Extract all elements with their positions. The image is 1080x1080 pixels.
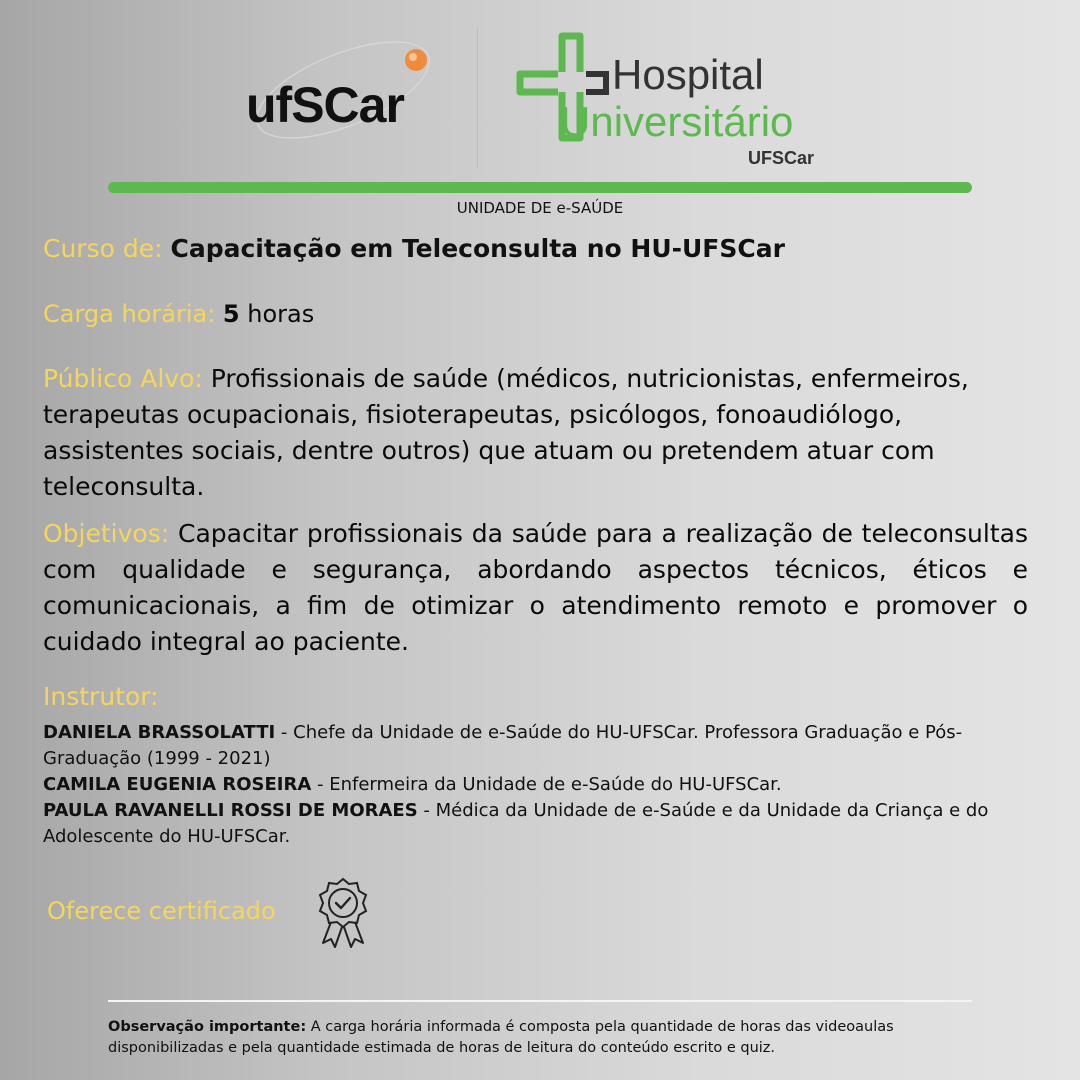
instructors-title: Instrutor: <box>43 682 159 711</box>
note-text: A carga horária informada é composta pela quantidade de horas das videoaulas disponibilizadas e pela quantidade estimada de horas de leitura do conteúdo escrito e quiz. <box>108 1019 894 1056</box>
audience-paragraph <box>43 361 1028 505</box>
instructor-item <box>43 720 1023 772</box>
ufscar-logo-text: ufSCar <box>246 77 404 133</box>
certificate-badge-icon <box>315 877 371 949</box>
instructors-list <box>43 720 1023 850</box>
instructor-description: - Chefe da Unidade de e-Saúde do HU-UFSCar. Professora Graduação e Pós-Graduação (1999 - 2021) <box>43 722 963 769</box>
hospital-universitario-logo <box>514 26 844 151</box>
objectives-paragraph <box>43 516 1028 660</box>
instructor-name: DANIELA BRASSOLATTI <box>43 722 276 743</box>
certificate-label: Oferece certificado <box>47 897 276 925</box>
hospital-line2: Universitário <box>560 98 794 145</box>
footer-divider <box>108 1000 972 1002</box>
hospital-sub-label: UFSCar <box>748 148 815 168</box>
workload-line <box>43 300 314 328</box>
course-value: Capacitação em Teleconsulta no HU-UFSCar <box>170 234 785 263</box>
note-label: Observação importante: <box>108 1019 307 1035</box>
instructor-description: - Médica da Unidade de e-Saúde e da Unidade da Criança e do Adolescente do HU-UFSCar. <box>43 800 989 847</box>
ufscar-logo <box>238 30 453 170</box>
instructor-item <box>43 772 1023 798</box>
objectives-text: Capacitar profissionais da saúde para a realização de teleconsultas com qualidade e segurança, abordando aspectos técnicos, éticos e comunicacionais, a fim de otimizar o atendimento remoto e promover o cuidado integral ao paciente. <box>43 519 1028 656</box>
audience-text: Profissionais de saúde (médicos, nutricionistas, enfermeiros, terapeutas ocupacionais, fisioterapeutas, psicólogos, fonoaudiólogo, assistentes sociais, dentre outros) que atuam ou pretendem atuar com teleconsulta. <box>43 364 969 501</box>
course-line <box>43 234 785 263</box>
instructor-description: - Enfermeira da Unidade de e-Saúde do HU-UFSCar. <box>311 774 782 795</box>
instructor-item <box>43 798 1023 850</box>
header-divider <box>477 28 478 168</box>
unit-label: UNIDADE DE e-SAÚDE <box>456 199 624 217</box>
important-note <box>108 1017 988 1059</box>
course-label: Curso de: <box>43 234 163 263</box>
workload-unit: horas <box>247 300 315 328</box>
instructor-name: PAULA RAVANELLI ROSSI DE MORAES <box>43 800 418 821</box>
workload-value: 5 <box>222 300 240 328</box>
instructor-name: CAMILA EUGENIA ROSEIRA <box>43 774 312 795</box>
hospital-line1: Hospital <box>612 51 764 98</box>
objectives-label: Objetivos: <box>43 519 170 548</box>
header-green-bar <box>108 182 972 193</box>
audience-label: Público Alvo: <box>43 364 203 393</box>
workload-label: Carga horária: <box>43 300 216 328</box>
